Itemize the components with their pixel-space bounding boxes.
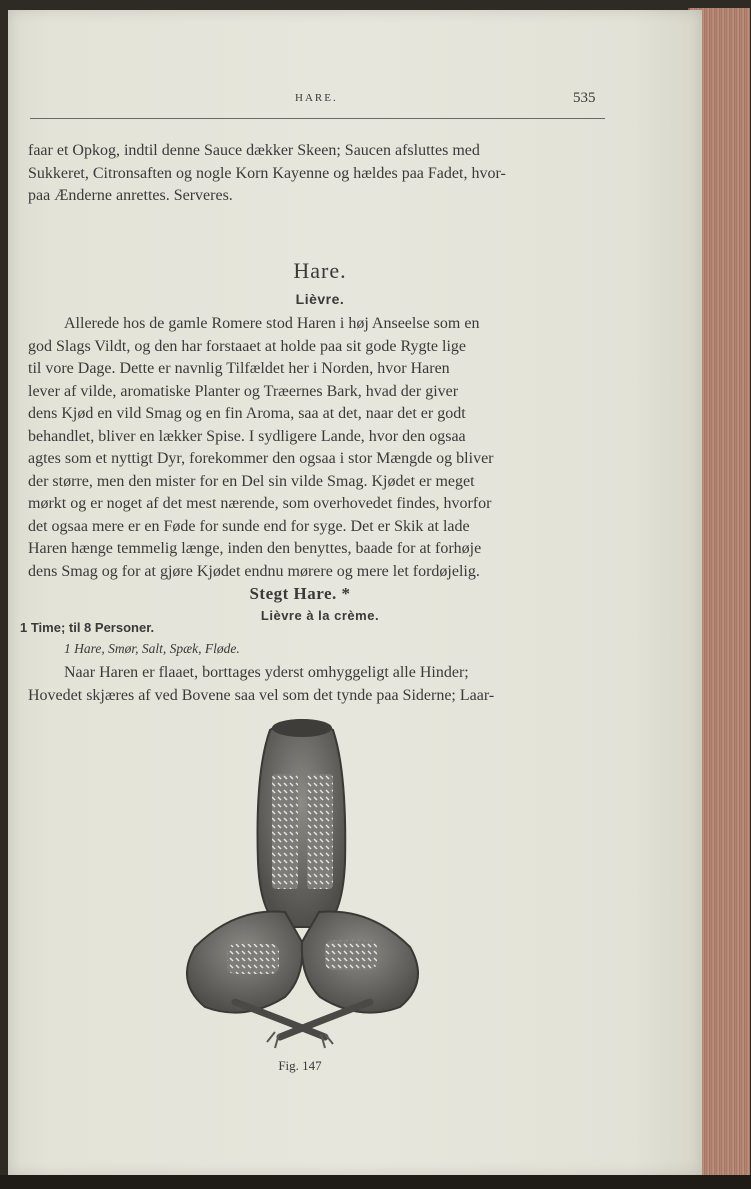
recipe-paragraph <box>28 662 602 707</box>
section-title: Hare. <box>293 258 347 283</box>
bottom-shadow <box>0 1175 751 1189</box>
continuation-paragraph <box>28 140 602 208</box>
text-line: Naar Haren er flaaet, borttages yderst omhyggeligt alle Hinder; <box>64 664 469 681</box>
recipe-ingredients: 1 Hare, Smør, Salt, Spæk, Fløde. <box>64 641 240 656</box>
intro-paragraph <box>28 313 602 583</box>
text-line: Hovedet skjæres af ved Bovene saa vel som det tynde paa Siderne; Laar- <box>28 686 495 704</box>
text-line: god Slags Vildt, og den har forstaaet at holde paa sit gode Rygte lige <box>28 337 467 355</box>
text-line: Sukkeret, Citronsaften og nogle Korn Kayenne og hældes paa Fadet, hvor- <box>28 164 506 182</box>
recipe-subtitle: Lièvre à la crème. <box>260 608 380 623</box>
text-line: paa Ænderne anrettes. Serveres. <box>28 187 233 204</box>
text-line: dens Smag og for at gjøre Kjødet endnu mørere og mere let fordøjelig. <box>28 562 480 580</box>
text-line: agtes som et nyttigt Dyr, forekommer den ogsaa i stor Mængde og bliver <box>28 450 494 467</box>
figure-caption: Fig. 147 <box>278 1058 322 1073</box>
text-line: Haren hænge temmelig længe, inden den benyttes, baade for at forhøje <box>28 540 482 557</box>
recipe-title: Stegt Hare. * <box>249 584 351 603</box>
text-line: faar et Opkog, indtil denne Sauce dækker Skeen; Saucen afsluttes med <box>28 142 480 159</box>
header-rule <box>30 118 605 119</box>
section-subtitle: Lièvre. <box>295 291 345 307</box>
text-line: behandlet, bliver en lækker Spise. I sydligere Lande, hvor den ogsaa <box>28 427 466 445</box>
text-line: der større, men den mister for en Del sin vilde Smag. Kjødet er meget <box>28 472 475 490</box>
text-line: dens Kjød en vild Smag og en fin Aroma, saa at det, naar det er godt <box>28 405 466 422</box>
text-line: Allerede hos de gamle Romere stod Haren i høj Anseelse som en <box>64 315 480 332</box>
text-line: mørkt og er noget af det mest nærende, som overhovedet findes, hvorfor <box>28 495 492 512</box>
running-head: HARE. <box>295 92 338 104</box>
text-line: til vore Dage. Dette er navnlig Tilfældet her i Norden, hvor Haren <box>28 360 450 377</box>
page-number: 535 <box>573 90 596 106</box>
recipe-time: 1 Time; til 8 Personer. <box>20 620 155 635</box>
larded-hare-illustration <box>175 712 430 1052</box>
text-line: det ogsaa mere er en Føde for sunde end for syge. Det er Skik at lade <box>28 517 470 535</box>
text-line: lever af vilde, aromatiske Planter og Træernes Bark, hvad der giver <box>28 382 459 400</box>
